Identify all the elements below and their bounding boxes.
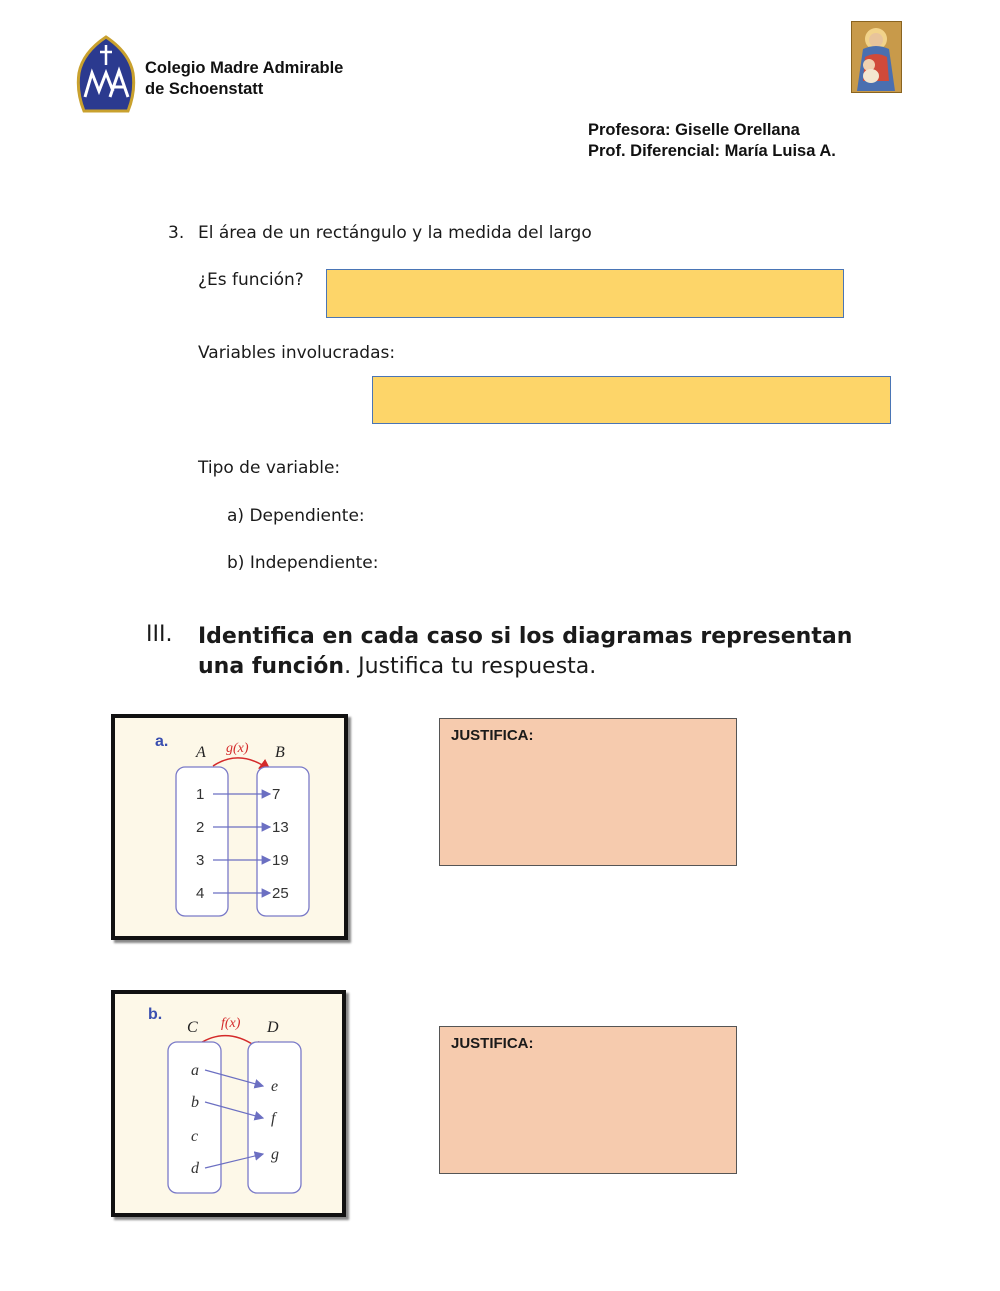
diagram-b-left-item: a <box>191 1062 199 1079</box>
variables-answer-box[interactable] <box>372 376 891 424</box>
school-crest-logo <box>74 35 138 115</box>
diagram-b-function: f(x) <box>221 1016 241 1031</box>
diagram-b-right-item: g <box>271 1146 279 1163</box>
teachers-info <box>588 120 836 162</box>
diagram-b-right-item: f <box>271 1110 276 1127</box>
independent-label: b) Independiente: <box>227 553 379 573</box>
diagram-a-set-left: A <box>196 744 206 761</box>
diagram-a-function: g(x) <box>226 741 249 756</box>
school-name <box>145 58 343 100</box>
school-name-line2: de Schoenstatt <box>145 80 264 98</box>
diagram-a-set-right: B <box>275 744 285 761</box>
diagram-b-left-item: d <box>191 1160 199 1177</box>
diagram-a-right-item: 7 <box>272 786 281 803</box>
justify-a-label: JUSTIFICA: <box>451 727 534 744</box>
teacher-name: Profesora: Giselle Orellana <box>588 121 800 139</box>
diagram-a-left-item: 2 <box>196 819 205 836</box>
variables-label: Variables involucradas: <box>198 343 396 363</box>
is-function-label: ¿Es función? <box>198 270 304 290</box>
diagram-b-left-item: c <box>191 1128 199 1145</box>
justify-b-box[interactable] <box>439 1026 737 1174</box>
diagram-a-left-item: 4 <box>196 885 205 902</box>
section-number: III. <box>146 622 173 647</box>
diagram-b <box>115 994 342 1213</box>
dependent-label: a) Dependiente: <box>227 506 365 526</box>
justify-b-label: JUSTIFICA: <box>451 1035 534 1052</box>
diagram-b-set-left: C <box>187 1019 198 1036</box>
variable-type-label: Tipo de variable: <box>198 458 341 478</box>
diagram-a-label: a. <box>155 733 169 750</box>
diagram-a-frame <box>111 714 348 940</box>
diagram-a-right-item: 25 <box>272 885 289 902</box>
diagram-a-left-item: 3 <box>196 852 205 869</box>
question-number: 3. <box>168 223 185 243</box>
virgin-and-child-image <box>851 21 902 93</box>
diagram-b-right-item: e <box>271 1078 279 1095</box>
diff-teacher-name: Prof. Diferencial: María Luisa A. <box>588 142 836 160</box>
section-title-bold: Identifica en cada caso si los diagramas representan una función <box>198 624 853 679</box>
diagram-b-label: b. <box>148 1006 163 1023</box>
diagram-a-left-item: 1 <box>196 786 205 803</box>
section-title-rest: . Justifica tu respuesta. <box>344 654 597 679</box>
question-text: El área de un rectángulo y la medida del largo <box>198 223 592 243</box>
diagram-a-right-item: 13 <box>272 819 289 836</box>
section-title <box>198 622 878 682</box>
diagram-b-left-item: b <box>191 1094 199 1111</box>
school-name-line1: Colegio Madre Admirable <box>145 59 344 77</box>
diagram-b-set-right: D <box>267 1019 279 1036</box>
diagram-a <box>115 718 344 936</box>
justify-a-box[interactable] <box>439 718 737 866</box>
diagram-b-frame <box>111 990 346 1217</box>
diagram-a-right-item: 19 <box>272 852 289 869</box>
is-function-answer-box[interactable] <box>326 269 844 318</box>
